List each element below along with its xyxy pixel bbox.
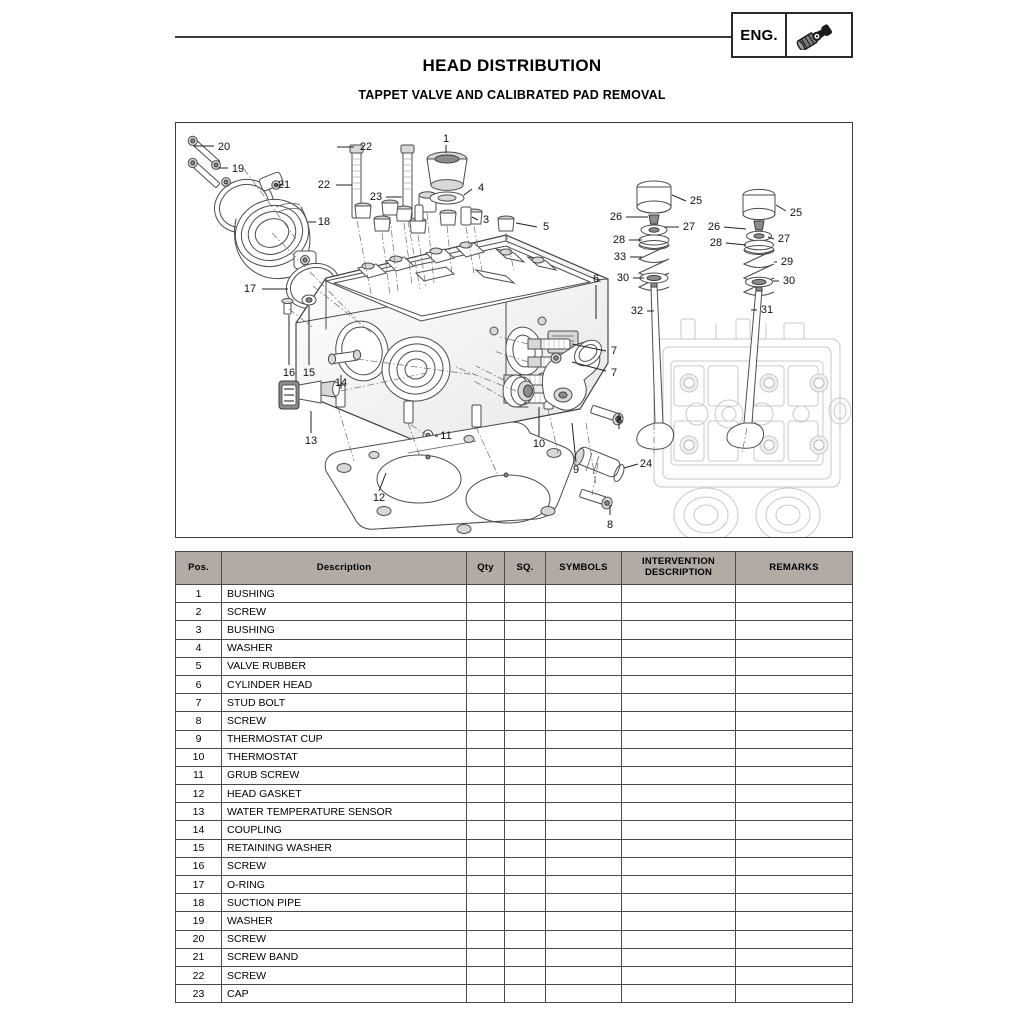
row-position: 10: [176, 748, 222, 766]
row-position: 2: [176, 603, 222, 621]
table-row: [176, 894, 853, 912]
row-remarks[interactable]: [736, 657, 853, 675]
callout-number: 7: [610, 366, 618, 379]
row-intervention[interactable]: [622, 675, 736, 693]
row-intervention[interactable]: [622, 912, 736, 930]
row-sq[interactable]: [505, 985, 546, 1003]
row-symbols[interactable]: [546, 857, 622, 875]
row-intervention[interactable]: [622, 712, 736, 730]
row-remarks[interactable]: [736, 694, 853, 712]
row-sq[interactable]: [505, 639, 546, 657]
row-position: 16: [176, 857, 222, 875]
row-intervention[interactable]: [622, 766, 736, 784]
row-intervention[interactable]: [622, 857, 736, 875]
row-qty[interactable]: [467, 730, 505, 748]
row-sq[interactable]: [505, 585, 546, 603]
row-description: BUSHING: [222, 585, 467, 603]
row-sq[interactable]: [505, 930, 546, 948]
row-remarks[interactable]: [736, 912, 853, 930]
row-sq[interactable]: [505, 948, 546, 966]
diagram-drawing: [176, 123, 852, 537]
row-qty[interactable]: [467, 839, 505, 857]
callout-number: 5: [542, 220, 550, 233]
row-intervention[interactable]: [622, 930, 736, 948]
callout-number: 26: [609, 210, 623, 223]
bushing-1: [427, 152, 467, 190]
column-header-symbols: SYMBOLS: [546, 552, 622, 585]
callout-number: 28: [709, 236, 723, 249]
callout-number: 16: [282, 366, 296, 379]
callout-number: 3: [482, 213, 490, 226]
table-row: [176, 694, 853, 712]
table-row: [176, 876, 853, 894]
row-sq[interactable]: [505, 766, 546, 784]
header-rule: [175, 36, 731, 38]
callout-number: 11: [440, 429, 452, 442]
table-row: [176, 930, 853, 948]
row-qty[interactable]: [467, 912, 505, 930]
callout-number: 4: [477, 181, 485, 194]
table-row: [176, 821, 853, 839]
row-qty[interactable]: [467, 603, 505, 621]
callout-number: 20: [217, 140, 231, 153]
tappet-25-a: [637, 181, 671, 213]
row-sq[interactable]: [505, 748, 546, 766]
row-position: 19: [176, 912, 222, 930]
row-description: VALVE RUBBER: [222, 657, 467, 675]
table-row: [176, 912, 853, 930]
row-symbols[interactable]: [546, 766, 622, 784]
row-description: STUD BOLT: [222, 694, 467, 712]
row-description: WASHER: [222, 639, 467, 657]
row-qty[interactable]: [467, 785, 505, 803]
column-header-description: Description: [222, 552, 467, 585]
intervention-line-1: INTERVENTION: [642, 556, 715, 568]
row-remarks[interactable]: [736, 712, 853, 730]
row-position: 6: [176, 675, 222, 693]
row-intervention[interactable]: [622, 839, 736, 857]
row-sq[interactable]: [505, 694, 546, 712]
row-remarks[interactable]: [736, 766, 853, 784]
table-row: [176, 657, 853, 675]
row-description: HEAD GASKET: [222, 785, 467, 803]
column-header-sq: SQ.: [505, 552, 546, 585]
callout-number: 27: [777, 232, 791, 245]
row-position: 23: [176, 985, 222, 1003]
row-symbols[interactable]: [546, 948, 622, 966]
row-symbols[interactable]: [546, 694, 622, 712]
row-intervention[interactable]: [622, 657, 736, 675]
callout-number: 29: [780, 255, 794, 268]
row-position: 13: [176, 803, 222, 821]
callout-number: 1: [442, 132, 450, 145]
row-symbols[interactable]: [546, 839, 622, 857]
row-sq[interactable]: [505, 657, 546, 675]
row-symbols[interactable]: [546, 585, 622, 603]
washer-4: [430, 192, 464, 204]
row-position: 15: [176, 839, 222, 857]
table-row: [176, 730, 853, 748]
eng-section-badge: [731, 12, 853, 58]
row-description: WATER TEMPERATURE SENSOR: [222, 803, 467, 821]
callout-number: 18: [317, 215, 331, 228]
row-intervention[interactable]: [622, 821, 736, 839]
callout-number: 30: [782, 274, 796, 287]
callout-number: 19: [231, 162, 245, 175]
row-position: 22: [176, 966, 222, 984]
table-row: [176, 621, 853, 639]
row-remarks[interactable]: [736, 821, 853, 839]
row-remarks[interactable]: [736, 985, 853, 1003]
title-block: [0, 56, 1024, 102]
column-header-intervention-description: [622, 552, 736, 585]
row-qty[interactable]: [467, 894, 505, 912]
callout-number: 8: [606, 518, 614, 531]
row-symbols[interactable]: [546, 675, 622, 693]
row-intervention[interactable]: [622, 585, 736, 603]
row-sq[interactable]: [505, 803, 546, 821]
table-row: [176, 585, 853, 603]
row-description: SCREW: [222, 857, 467, 875]
row-intervention[interactable]: [622, 803, 736, 821]
row-sq[interactable]: [505, 912, 546, 930]
callout-number: 6: [592, 272, 600, 285]
row-symbols[interactable]: [546, 912, 622, 930]
row-symbols[interactable]: [546, 748, 622, 766]
row-position: 11: [176, 766, 222, 784]
row-position: 12: [176, 785, 222, 803]
table-row: [176, 857, 853, 875]
callout-number: 24: [639, 457, 653, 470]
row-qty[interactable]: [467, 966, 505, 984]
intervention-line-2: DESCRIPTION: [644, 567, 713, 578]
row-description: SCREW: [222, 712, 467, 730]
row-qty[interactable]: [467, 876, 505, 894]
row-symbols[interactable]: [546, 803, 622, 821]
row-intervention[interactable]: [622, 621, 736, 639]
callout-number: 13: [304, 434, 318, 447]
piston-conrod-icon: [787, 14, 851, 56]
row-remarks[interactable]: [736, 857, 853, 875]
callout-number: 22: [359, 140, 373, 153]
row-symbols[interactable]: [546, 894, 622, 912]
row-symbols[interactable]: [546, 603, 622, 621]
row-description: SCREW BAND: [222, 948, 467, 966]
table-row: [176, 639, 853, 657]
cap-27-a: [641, 225, 667, 235]
row-qty[interactable]: [467, 639, 505, 657]
row-symbols[interactable]: [546, 639, 622, 657]
table-row: [176, 966, 853, 984]
parts-list-table: [175, 551, 853, 1003]
pipe-24: [572, 445, 626, 482]
column-header-qty: Qty: [467, 552, 505, 585]
row-position: 4: [176, 639, 222, 657]
row-remarks[interactable]: [736, 748, 853, 766]
row-intervention[interactable]: [622, 639, 736, 657]
callout-number: 14: [334, 376, 348, 389]
row-symbols[interactable]: [546, 966, 622, 984]
row-position: 14: [176, 821, 222, 839]
row-intervention[interactable]: [622, 694, 736, 712]
row-description: CAP: [222, 985, 467, 1003]
row-qty[interactable]: [467, 985, 505, 1003]
row-intervention[interactable]: [622, 876, 736, 894]
row-symbols[interactable]: [546, 621, 622, 639]
row-description: CYLINDER HEAD: [222, 675, 467, 693]
row-position: 8: [176, 712, 222, 730]
page-header: [0, 0, 1024, 118]
spring-base-30-b: [746, 277, 773, 287]
row-intervention[interactable]: [622, 966, 736, 984]
row-sq[interactable]: [505, 894, 546, 912]
cotters-26-b: [754, 221, 764, 230]
row-sq[interactable]: [505, 712, 546, 730]
parts-list-body: [176, 585, 853, 1003]
row-description: THERMOSTAT CUP: [222, 730, 467, 748]
table-header-row: [176, 552, 853, 585]
row-remarks[interactable]: [736, 730, 853, 748]
row-intervention[interactable]: [622, 730, 736, 748]
row-qty[interactable]: [467, 621, 505, 639]
cap-27-b: [747, 231, 772, 241]
row-sq[interactable]: [505, 857, 546, 875]
row-remarks[interactable]: [736, 839, 853, 857]
callout-number: 33: [613, 250, 627, 263]
row-qty[interactable]: [467, 694, 505, 712]
row-sq[interactable]: [505, 621, 546, 639]
row-qty[interactable]: [467, 675, 505, 693]
row-remarks[interactable]: [736, 603, 853, 621]
row-symbols[interactable]: [546, 785, 622, 803]
column-header-remarks: REMARKS: [736, 552, 853, 585]
row-intervention[interactable]: [622, 603, 736, 621]
table-row: [176, 803, 853, 821]
row-description: GRUB SCREW: [222, 766, 467, 784]
row-qty[interactable]: [467, 748, 505, 766]
retaining-washer-15: [302, 295, 316, 305]
table-row: [176, 839, 853, 857]
row-description: THERMOSTAT: [222, 748, 467, 766]
row-description: O-RING: [222, 876, 467, 894]
column-header-pos: Pos.: [176, 552, 222, 585]
row-symbols[interactable]: [546, 730, 622, 748]
table-row: [176, 948, 853, 966]
callout-number: 10: [532, 437, 546, 450]
callout-number: 9: [572, 463, 580, 476]
spring-base-30-a: [640, 273, 668, 283]
eng-badge-label: ENG.: [733, 14, 787, 56]
callout-number: 32: [630, 304, 644, 317]
row-remarks[interactable]: [736, 948, 853, 966]
row-intervention[interactable]: [622, 948, 736, 966]
table-row: [176, 985, 853, 1003]
row-symbols[interactable]: [546, 657, 622, 675]
row-remarks[interactable]: [736, 930, 853, 948]
row-qty[interactable]: [467, 821, 505, 839]
row-qty[interactable]: [467, 948, 505, 966]
row-sq[interactable]: [505, 966, 546, 984]
row-description: RETAINING WASHER: [222, 839, 467, 857]
table-row: [176, 785, 853, 803]
callout-number: 31: [760, 303, 774, 316]
row-qty[interactable]: [467, 657, 505, 675]
row-symbols[interactable]: [546, 985, 622, 1003]
row-position: 5: [176, 657, 222, 675]
row-remarks[interactable]: [736, 585, 853, 603]
callout-number: 30: [616, 271, 630, 284]
row-position: 18: [176, 894, 222, 912]
row-description: BUSHING: [222, 621, 467, 639]
row-remarks[interactable]: [736, 894, 853, 912]
row-sq[interactable]: [505, 839, 546, 857]
row-remarks[interactable]: [736, 876, 853, 894]
row-remarks[interactable]: [736, 803, 853, 821]
row-position: 3: [176, 621, 222, 639]
table-row: [176, 766, 853, 784]
row-qty[interactable]: [467, 803, 505, 821]
row-position: 17: [176, 876, 222, 894]
row-position: 20: [176, 930, 222, 948]
row-sq[interactable]: [505, 730, 546, 748]
row-position: 21: [176, 948, 222, 966]
row-remarks[interactable]: [736, 785, 853, 803]
row-remarks[interactable]: [736, 675, 853, 693]
row-position: 1: [176, 585, 222, 603]
cotters-26-a: [649, 215, 659, 224]
row-sq[interactable]: [505, 785, 546, 803]
row-description: COUPLING: [222, 821, 467, 839]
callout-number: 8: [615, 413, 623, 426]
row-description: SCREW: [222, 603, 467, 621]
row-position: 9: [176, 730, 222, 748]
callout-number: 15: [302, 366, 316, 379]
callout-number: 26: [707, 220, 721, 233]
row-qty[interactable]: [467, 857, 505, 875]
table-row: [176, 603, 853, 621]
callout-number: 22: [317, 178, 331, 191]
callout-number: 25: [689, 194, 703, 207]
row-qty[interactable]: [467, 712, 505, 730]
row-remarks[interactable]: [736, 621, 853, 639]
row-description: SUCTION PIPE: [222, 894, 467, 912]
table-row: [176, 748, 853, 766]
callout-number: 28: [612, 233, 626, 246]
row-qty[interactable]: [467, 930, 505, 948]
callout-number: 17: [243, 282, 257, 295]
row-intervention[interactable]: [622, 748, 736, 766]
page-subtitle: TAPPET VALVE AND CALIBRATED PAD REMOVAL: [358, 88, 666, 102]
screw-8-lower: [579, 489, 613, 510]
exploded-diagram: [175, 122, 853, 538]
row-intervention[interactable]: [622, 985, 736, 1003]
row-intervention[interactable]: [622, 785, 736, 803]
row-sq[interactable]: [505, 876, 546, 894]
table-row: [176, 675, 853, 693]
row-remarks[interactable]: [736, 639, 853, 657]
callout-number: 27: [682, 220, 696, 233]
callout-number: 21: [277, 178, 291, 191]
row-sq[interactable]: [505, 675, 546, 693]
row-description: SCREW: [222, 930, 467, 948]
row-symbols[interactable]: [546, 821, 622, 839]
row-symbols[interactable]: [546, 876, 622, 894]
tappet-25-b: [743, 189, 775, 219]
row-sq[interactable]: [505, 603, 546, 621]
callout-number: 12: [372, 491, 386, 504]
callout-number: 7: [610, 344, 618, 357]
row-description: SCREW: [222, 966, 467, 984]
row-symbols[interactable]: [546, 930, 622, 948]
callout-number: 25: [789, 206, 803, 219]
screw-16: [282, 298, 293, 314]
row-qty[interactable]: [467, 585, 505, 603]
bolts-bushings-group: [350, 145, 514, 233]
row-qty[interactable]: [467, 766, 505, 784]
callout-number: 23: [369, 190, 383, 203]
row-intervention[interactable]: [622, 894, 736, 912]
table-row: [176, 712, 853, 730]
row-position: 7: [176, 694, 222, 712]
row-sq[interactable]: [505, 821, 546, 839]
row-remarks[interactable]: [736, 966, 853, 984]
row-description: WASHER: [222, 912, 467, 930]
row-symbols[interactable]: [546, 712, 622, 730]
page-title: HEAD DISTRIBUTION: [422, 56, 602, 75]
